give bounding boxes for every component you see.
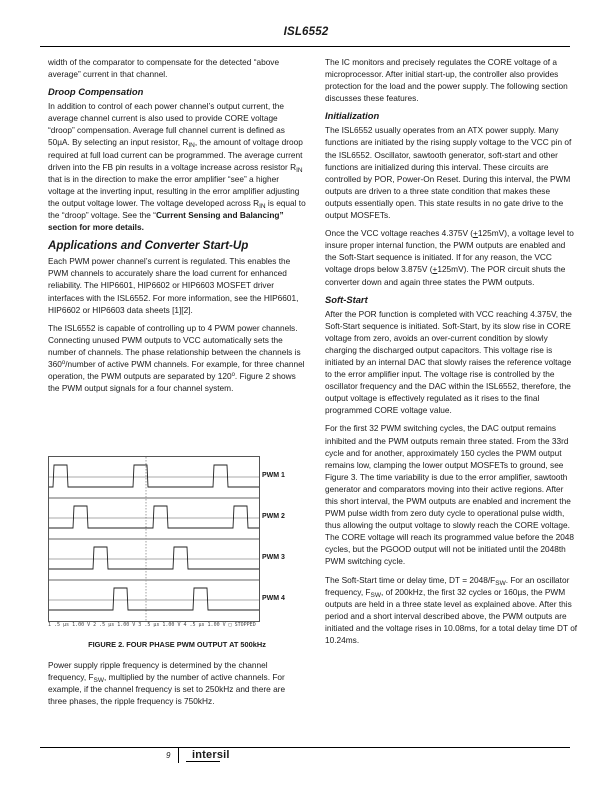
logo-underline xyxy=(186,761,220,762)
droop-paragraph: In addition to control of each power channel’s output current, the average channel current is also used to provide CORE voltage “droop” compensation. Average full channel current is defined as 50µA. By selecting an input resistor, $R_{IN}$, the amount of voltage droop required at full load current can be programmed. The average current driven into the FB pin results in a voltage increase across resistor $R_{IN}$ that is in the direction to make the error amplifier “see” a higher voltage at the inverting input, resulting in the error amplifier adjusting the output voltage lower. The voltage developed across $R_{IN}$ is equal to the “droop” voltage. See the “Current Sensing and Balancing” section for more details. xyxy=(48,101,306,233)
initialization-heading: Initialization xyxy=(325,110,380,122)
ripple-paragraph: Power supply ripple frequency is determined by the channel frequency, $F_{SW}$, multiplied by the number of active channels. For example, if the channel frequency is set to 250kHz and there are three phases, the ripple frequency is 750kHz. xyxy=(48,660,286,707)
soft-start-heading: Soft-Start xyxy=(325,293,368,305)
pwm-2-label: PWM 2 xyxy=(262,513,285,520)
figure-caption: FIGURE 2. FOUR PHASE PWM OUTPUT AT 500kHz xyxy=(88,640,266,649)
left-column xyxy=(48,56,306,400)
footer-divider xyxy=(178,747,179,763)
right-intro-paragraph: The IC monitors and precisely regulates the CORE voltage of a microprocessor. After initial start-up, the controller also provides protection for the load and the power supply. The following section discusses these features. xyxy=(325,57,568,104)
apps-paragraph-1: Each PWM power channel’s current is regulated. This enables the PWM channels to accurately share the load current for enhanced reliability. The HIP6601, HIP6602 or HIP6603 MOSFET driver interfaces with the ISL6552. For more information, see the HIP6601, HIP6602 or HIP6603 data sheets [1][2]. xyxy=(48,256,299,315)
pwm-3-label: PWM 3 xyxy=(262,554,285,561)
soft-start-paragraph-3: The Soft-Start time or delay time, DT = $2048/F_{SW}$. For an oscillator frequency, $F_{SW}$, of 200kHz, the first 32 cycles or 160µs, the PWM outputs are held in a three state level as explained above. After this period and a short interval described above, the PWM outputs are initiated and the voltage rises in 10.08ms, for a total delay time DT of 10.24ms. xyxy=(325,574,578,646)
applications-heading: Applications and Converter Start-Up xyxy=(48,239,249,253)
droop-compensation-heading: Droop Compensation xyxy=(48,86,144,98)
pwm-1-label: PWM 1 xyxy=(262,472,285,479)
right-column xyxy=(325,56,578,652)
oscilloscope-display xyxy=(48,456,260,622)
page-number: 9 xyxy=(166,751,171,760)
init-paragraph-2: Once the VCC voltage reaches 4.375V (+125mV), a voltage level to insure proper internal function, the PWM outputs are enabled and the Soft-Start sequence is initiated. If for any reason, the VCC voltage drops below 3.875V (+125mV). The POR circuit shuts the converter down and again three states the PWM outputs. xyxy=(325,228,574,287)
intersil-logo: intersil xyxy=(192,749,230,761)
init-paragraph-1: The ISL6552 usually operates from an ATX power supply. Many functions are initiated by the rising supply voltage to the VCC pin of the ISL6552. Oscillator, sawtooth generator, soft-start and other functions are initialized during this interval. These circuits are controlled by POR, Power-On Reset. During this interval, the PWM outputs are driven to a three state condition that makes these outputs essentially open. This state results in no gate drive to the output MOSFETs. xyxy=(325,125,572,221)
pwm-4-label: PWM 4 xyxy=(262,595,285,602)
apps-paragraph-2: The ISL6552 is capable of controlling up to 4 PWM power channels. Connecting unused PWM outputs to VCC automatically sets the number of channels. The phase relationship between the channels is 360$^o$/number of active PWM channels. For example, for three channel operation, the PWM outputs are separated by 120$^o$. Figure 2 shows the PWM output signals for a four channel system. xyxy=(48,322,305,394)
intro-paragraph: width of the comparator to compensate for the detected “above average” current in that channel. xyxy=(48,57,280,80)
document-header-title: ISL6552 xyxy=(283,26,329,38)
figure-2-oscilloscope xyxy=(48,456,308,628)
footer-rule xyxy=(40,747,570,748)
soft-start-paragraph-2: For the first 32 PWM switching cycles, the DAC output remains inhibited and the PWM outputs remain three stated. From the 33rd cycle and for another, approximately 150 cycles the PWM output remains low, clamping the lower output MOSFETs to ground, see Figure 3. The time variability is due to the error amplifier, sawtooth generator and comparators moving into their active regions. After this short interval, the PWM outputs are enabled and increment the PWM pulse width from zero duty cycle to operational pulse width, thus allowing the output voltage to slowly reach the CORE voltage. The CORE voltage will reach its programmed value before the 2048 cycles, but the PGOOD output will not be initiated until the 2048th PWM switching cycle. xyxy=(325,423,575,567)
scope-settings-strip: 1 .5 µs 1.00 V 2 .5 µs 1.00 V 3 .5 µs 1.00 V 4 .5 µs 1.00 V □ STOPPED xyxy=(48,622,256,628)
pwm-waveforms xyxy=(49,457,259,621)
header-rule xyxy=(40,46,570,47)
soft-start-paragraph-1: After the POR function is completed with VCC reaching 4.375V, the Soft-Start sequence is initiated. Soft-Start, by its slow rise in CORE voltage from zero, avoids an over-current condition by slowly charging the discharged output capacitors. This voltage rise is initiated by an internal DAC that slowly raises the reference voltage to the error amplifier input. The voltage rise is controlled by the oscillator frequency and the DAC within the ISL6552, therefore, the output voltage is effectively regulated as it rises to the final programmed CORE voltage value. xyxy=(325,308,572,416)
current-sensing-reference: Current Sensing and Balancing” section for more details. xyxy=(48,210,284,233)
